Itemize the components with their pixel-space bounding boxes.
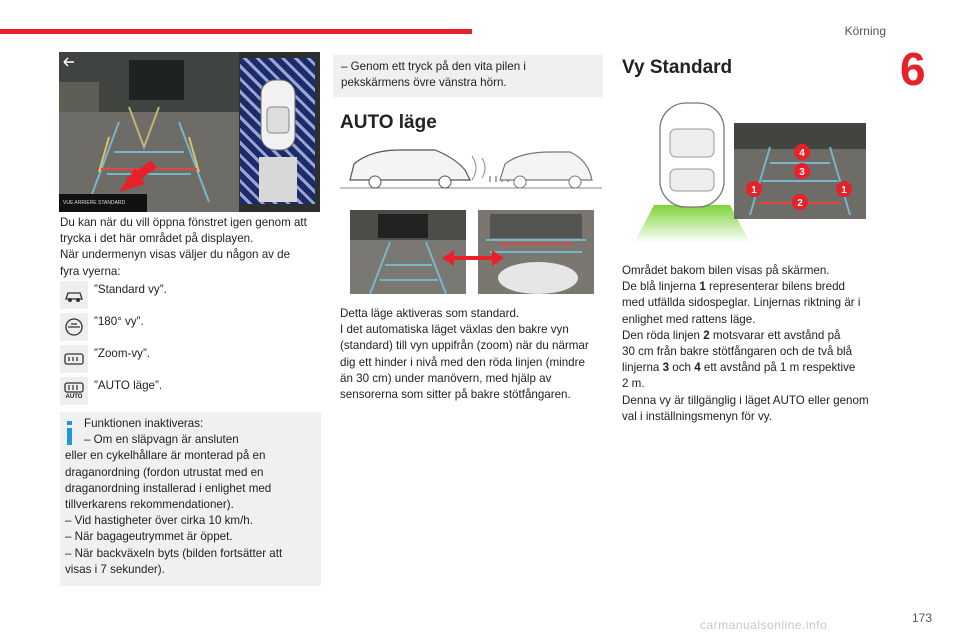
marker-label: 1 [841,185,847,196]
body-line: Detta läge aktiveras som standard. [340,307,520,320]
auto-mode-body [340,306,605,403]
body-line: val i inställningsmenyn för vy. [622,409,772,423]
intro-line: Du kan när du vill öppna fönstret igen genom att [60,216,307,229]
body-line: än 30 cm) under manövern, med hjälp av [340,371,552,385]
info-line: – Om en släpvagn är ansluten [84,433,239,447]
section-title: Körning [844,24,886,38]
info-line: draganordning (fordon utrustat med en [65,465,264,479]
auto-view-icon [60,377,88,405]
standard-view-body [622,263,892,425]
note-line: – Genom ett tryck på den vita pilen i [341,60,526,73]
page-number: 173 [912,611,933,625]
intro-line: När undermenyn visas väljer du någon av de [60,248,291,262]
standard-view-heading: Vy Standard [622,57,733,78]
auto-mode-heading: AUTO läge [340,112,437,133]
body-line: linjerna 3 och 4 ett avstånd på 1 m respektive [622,361,856,375]
zoom-view-icon [60,345,88,373]
view-180-icon [60,313,88,341]
cars-approaching-illustration [340,140,602,192]
info-line: tillverkarens rekommendationer). [65,498,234,512]
car-top-icon [60,281,88,309]
info-title: Funktionen inaktiveras: [84,417,204,430]
body-line: med utfällda sidospeglar. Linjernas riktning är i [622,296,861,310]
note-line: pekskärmens övre vänstra hörn. [341,76,507,90]
intro-line: trycka i det här området på displayen. [60,232,254,246]
auto-mode-screens [350,210,595,295]
body-line: I det automatiska läget växlas den bakre vyn [340,323,569,337]
auto-badge: AUTO [65,393,83,400]
info-box [60,412,321,586]
body-line: dig ett hinder i nivå med den röda linjen (mindre [340,355,585,369]
marker-label: 4 [799,148,805,159]
watermark: carmanualsonline.info [700,618,828,632]
info-line: – När bagageutrymmet är öppet. [65,530,233,544]
body-line: Denna vy är tillgänglig i läget AUTO eller genom [622,393,869,407]
body-line: 30 cm från bakre stötfångaren och de två blå [622,345,853,359]
chapter-number: 6 [900,43,926,95]
info-line: visas i 7 sekunder). [65,562,165,576]
view-option-standard [60,281,310,309]
body-line: Den röda linjen 2 motsvarar ett avstånd på [622,328,841,342]
standard-view-illustration [630,95,870,245]
header-accent-bar [0,29,472,34]
view-label: ”180° vy”. [94,315,144,328]
view-option-180 [60,313,310,341]
view-label: ”AUTO läge”. [94,379,163,392]
body-line: De blå linjerna 1 representerar bilens bredd [622,280,846,294]
view-label: ”Standard vy”. [94,283,167,296]
intro-line: fyra vyerna: [60,264,121,278]
body-line: Området bakom bilen visas på skärmen. [622,264,830,277]
info-line: – Vid hastigheter över cirka 10 km/h. [65,514,253,528]
marker-label: 3 [799,167,805,178]
view-option-zoom [60,345,310,373]
marker-label: 2 [797,198,803,209]
body-line: enlighet med rattens läge. [622,312,756,326]
info-line: draganordning installerad i enlighet med [65,481,272,495]
rear-camera-image [59,52,320,212]
body-line: sensorerna som sitter på bakre stötfångaren. [340,388,571,402]
camera-overlay [59,52,320,212]
info-line: – När backväxeln byts (bilden fortsätter att [65,546,283,560]
view-label: ”Zoom-vy”. [94,347,151,360]
camera-view-label: VUE ARRIERE STANDARD [59,194,147,212]
body-line: 2 m. [622,377,645,391]
note-box [333,55,603,97]
view-option-auto [60,377,310,405]
body-line: (standard) till vyn uppifrån (zoom) när du närmar [340,339,589,353]
left-intro [60,215,322,280]
marker-label: 1 [751,185,757,196]
info-line: eller en cykelhållare är monterad på en [65,449,266,463]
